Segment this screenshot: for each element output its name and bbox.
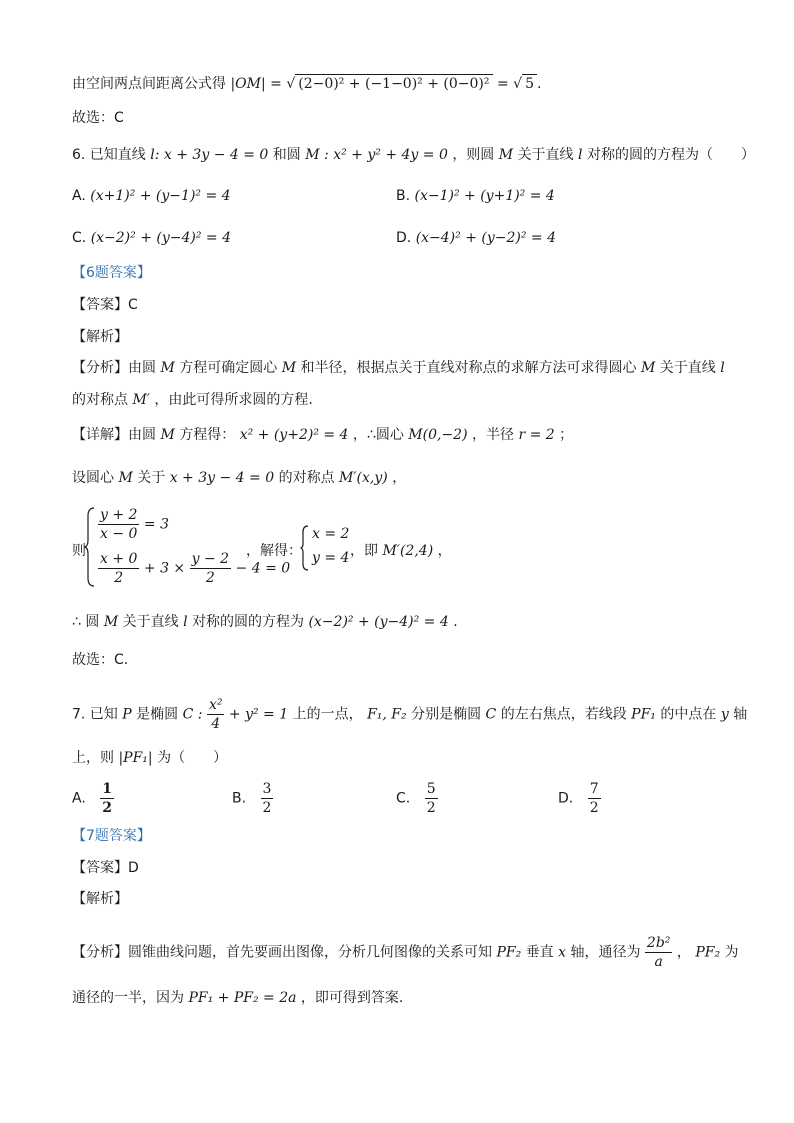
math-var: l xyxy=(720,360,725,376)
distance-line xyxy=(72,74,541,94)
math-radius: r = 2 xyxy=(518,427,555,443)
text: 为（ ） xyxy=(157,750,228,766)
fraction xyxy=(100,780,114,817)
text: 的中点在 xyxy=(660,706,717,723)
q6-stem xyxy=(72,145,755,165)
solution-point xyxy=(350,540,452,560)
q7-answer: 【答案】D xyxy=(72,860,139,876)
solution-brace xyxy=(300,524,310,572)
math-var: M xyxy=(103,614,119,630)
denominator: 4 xyxy=(211,716,221,732)
math-lhs: |OM| = xyxy=(230,76,282,92)
denominator: a xyxy=(654,954,663,970)
math-var: M xyxy=(281,360,297,376)
q6-tag: 【6题答案】 xyxy=(72,265,151,281)
sqrt-result: 5 xyxy=(522,74,537,93)
fraction xyxy=(207,696,225,733)
text: 由空间两点间距离公式得 xyxy=(72,76,226,92)
text: 的左右焦点，若线段 xyxy=(500,706,627,723)
text: 方程得： xyxy=(179,427,236,443)
rhs: = 3 xyxy=(143,516,169,533)
text: ，半径 xyxy=(472,427,515,443)
sys-ze: 则 xyxy=(72,543,86,559)
option-expr: (x−4)² + (y−2)² = 4 xyxy=(415,230,557,246)
math-var: C xyxy=(485,706,497,723)
text: 关于直线 xyxy=(517,147,574,163)
q6-conclusion xyxy=(72,612,458,632)
q6-jiexi: 【解析】 xyxy=(72,329,128,345)
fraction xyxy=(588,780,601,817)
text: ，即可得到答案. xyxy=(300,990,404,1006)
text: 轴，通径为 xyxy=(570,944,641,961)
text: 上，则 xyxy=(72,750,114,766)
numerator: y + 2 xyxy=(100,507,138,523)
math-abs: |PF₁| xyxy=(118,750,153,766)
choice-line: 故选：C xyxy=(72,110,124,126)
text: ，即 xyxy=(350,543,378,559)
option-label: C. xyxy=(72,230,87,246)
q7-option-c xyxy=(396,780,438,817)
math-var: M xyxy=(118,470,133,486)
math-var: l xyxy=(183,614,188,630)
option-label: C. xyxy=(396,790,411,807)
math-var: M xyxy=(160,360,175,376)
math-var: M xyxy=(640,360,656,376)
text: 设圆心 xyxy=(72,470,114,486)
rhs: − 4 = 0 xyxy=(235,560,291,577)
denominator: 2 xyxy=(114,570,124,586)
math-var: PF₁ xyxy=(631,706,656,723)
numerator: 5 xyxy=(426,781,436,797)
q7-stem-1 xyxy=(72,696,747,733)
option-label: D. xyxy=(558,790,574,807)
system-row-1 xyxy=(98,506,169,543)
option-label: B. xyxy=(232,790,247,807)
text: . xyxy=(453,614,458,630)
q6-answer: 【答案】C xyxy=(72,297,138,313)
fraction xyxy=(190,550,231,587)
text: 通径的一半，因为 xyxy=(72,990,184,1006)
text: 和半径，根据点关于直线对称点的求解方法可求得圆心 xyxy=(300,360,637,376)
numerator: 2b² xyxy=(646,935,671,951)
fraction xyxy=(261,780,274,817)
math-point: M′(x,y) xyxy=(339,470,388,486)
option-label: B. xyxy=(396,188,411,204)
math-var: l xyxy=(578,147,583,163)
text: ； xyxy=(559,427,574,443)
numerator: y − 2 xyxy=(191,551,230,567)
q6-option-d xyxy=(396,228,556,248)
text: 关于直线 xyxy=(659,360,716,376)
text: 的对称点 xyxy=(278,470,335,486)
math-var: F₁, F₂ xyxy=(367,706,407,723)
system-brace xyxy=(84,506,96,588)
text: 【分析】圆锥曲线问题，首先要画出图像，分析几何图像的关系可知 xyxy=(72,944,492,961)
numerator: 1 xyxy=(102,781,112,797)
denominator: 2 xyxy=(205,570,215,586)
math-point: M′(2,4) xyxy=(382,543,434,559)
q6-option-c xyxy=(72,228,231,248)
text: 垂直 xyxy=(525,944,554,961)
option-expr: (x−2)² + (y−4)² = 4 xyxy=(90,230,232,246)
math-var: M xyxy=(498,147,514,163)
text: ， xyxy=(676,944,691,961)
math-line: l: x + 3y − 4 = 0 xyxy=(150,147,269,163)
math-var: y xyxy=(720,706,729,723)
numerator: 7 xyxy=(589,781,599,797)
q7-jiexi: 【解析】 xyxy=(72,891,128,907)
text: 方程可确定圆心 xyxy=(179,360,278,376)
text: ，则圆 xyxy=(452,147,495,163)
denominator: 2 xyxy=(102,800,112,816)
text: 分别是椭圆 xyxy=(411,706,482,723)
text: 对称的圆的方程为 xyxy=(192,614,304,630)
option-label: A. xyxy=(72,188,86,204)
text: 6. 已知直线 xyxy=(72,147,146,163)
sqrt-symbol: √ xyxy=(286,76,296,92)
text: 【分析】由圆 xyxy=(72,360,156,376)
option-label: A. xyxy=(72,790,86,807)
text: ， xyxy=(392,470,407,486)
math-eq: = xyxy=(496,76,509,92)
solution-y: y = 4 xyxy=(312,550,350,566)
q6-pick: 故选：C. xyxy=(72,652,129,668)
text: ，由此可得所求圆的方程. xyxy=(154,392,313,408)
math-var: C : xyxy=(182,706,203,723)
math-circle: M : x² + y² + 4y = 0 xyxy=(305,147,448,163)
math-eq: PF₁ + PF₂ = 2a xyxy=(188,990,297,1006)
numerator: x + 0 xyxy=(100,551,138,567)
sqrt-symbol-2: √ xyxy=(513,76,523,92)
fraction xyxy=(645,934,672,971)
denominator: 2 xyxy=(262,800,272,816)
sqrt-body: (2−0)² + (−1−0)² + (0−0)² xyxy=(295,74,492,93)
text: ，∴圆心 xyxy=(352,427,404,443)
q7-analysis xyxy=(72,934,739,971)
math-var: PF₂ xyxy=(695,944,721,961)
q6-analysis-1 xyxy=(72,358,725,378)
period: . xyxy=(537,76,542,92)
mid: + 3 × xyxy=(143,560,186,577)
math-point: M(0,−2) xyxy=(408,427,468,443)
q7-tag: 【7题答案】 xyxy=(72,828,151,844)
math-eq: (x−2)² + (y−4)² = 4 xyxy=(308,614,449,630)
math-eq: x² + (y+2)² = 4 xyxy=(239,427,349,443)
numerator: x² xyxy=(208,697,223,713)
math-var: M′ xyxy=(132,392,150,408)
fraction xyxy=(425,780,438,817)
option-expr: (x+1)² + (y−1)² = 4 xyxy=(90,188,231,204)
math-var: M xyxy=(160,427,175,443)
fraction xyxy=(98,550,139,587)
fraction xyxy=(98,506,139,543)
q6-option-b xyxy=(396,186,555,206)
numerator: 3 xyxy=(262,781,272,797)
math-var: P xyxy=(122,706,132,723)
text: 关于直线 xyxy=(122,614,179,630)
text: 的对称点 xyxy=(72,392,128,408)
q7-option-d xyxy=(558,780,601,817)
text: 是椭圆 xyxy=(136,706,179,723)
solve-label: ，解得： xyxy=(246,543,302,559)
math-line: x + 3y − 4 = 0 xyxy=(169,470,275,486)
q6-analysis-2 xyxy=(72,390,313,410)
text: 对称的圆的方程为（ ） xyxy=(586,147,755,163)
q7-option-b xyxy=(232,780,273,817)
text: 上的一点， xyxy=(292,706,363,723)
q7-option-a xyxy=(72,780,114,817)
solution-x: x = 2 xyxy=(312,526,350,542)
text: 关于 xyxy=(137,470,166,486)
text: 和圆 xyxy=(272,147,301,163)
denominator: x − 0 xyxy=(100,526,138,542)
text: 7. 已知 xyxy=(72,706,118,723)
q6-detail xyxy=(72,425,573,445)
option-expr: (x−1)² + (y+1)² = 4 xyxy=(414,188,555,204)
q6-option-a xyxy=(72,186,231,206)
text: 为 xyxy=(724,944,739,961)
math-var: x xyxy=(558,944,567,961)
math-var: PF₂ xyxy=(496,944,522,961)
text: ， xyxy=(437,543,452,559)
option-label: D. xyxy=(396,230,412,246)
q7-stem-2 xyxy=(72,748,227,768)
denominator: 2 xyxy=(426,800,436,816)
q6-set xyxy=(72,468,406,488)
denominator: 2 xyxy=(589,800,599,816)
text: 轴 xyxy=(733,706,748,723)
text: ∴ 圆 xyxy=(72,614,100,630)
math-eq: + y² = 1 xyxy=(228,706,289,723)
q7-last xyxy=(72,988,403,1008)
text: 【详解】由圆 xyxy=(72,427,156,443)
